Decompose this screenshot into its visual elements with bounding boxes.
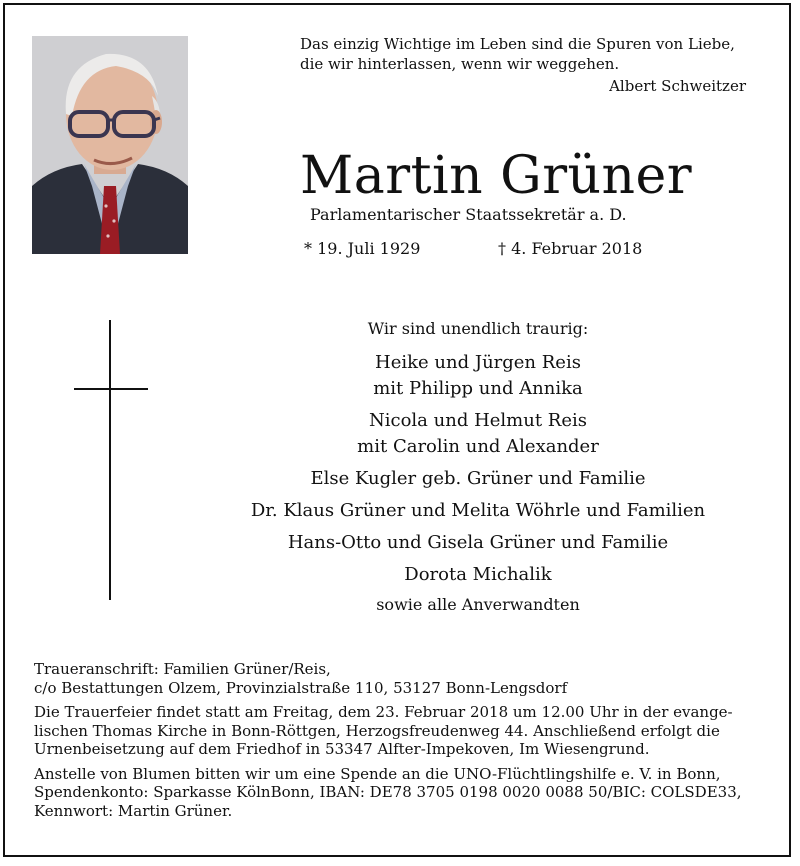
cross-icon	[109, 320, 111, 600]
deceased-title: Parlamentarischer Staatssekretär a. D.	[310, 205, 627, 224]
mourner-line: Dorota Michalik	[404, 564, 552, 585]
mourner-line: mit Carolin und Alexander	[357, 436, 599, 457]
donation-info	[34, 765, 754, 821]
quote-line: Das einzig Wichtige im Leben sind die Spuren von Liebe,	[300, 35, 735, 53]
portrait-illustration	[32, 36, 188, 254]
donation-line: Anstelle von Blumen bitten wir um eine Spende an die UNO-Flüchtlingshilfe e. V. in Bonn,	[34, 764, 721, 783]
death-date: † 4. Februar 2018	[498, 239, 643, 258]
mourner-line: Dr. Klaus Grüner und Melita Wöhrle und Familien	[250, 500, 706, 521]
mourners-list	[210, 316, 746, 618]
donation-line: Kennwort: Martin Grüner.	[34, 801, 233, 820]
address-line: Traueranschrift: Familien Grüner/Reis,	[34, 660, 331, 678]
ceremony-line: Urnenbeisetzung auf dem Friedhof in 53347 Alfter-Impekoven, Im Wiesengrund.	[34, 740, 650, 758]
quote-block	[300, 34, 750, 96]
mourner-line: Hans-Otto und Gisela Grüner und Familie	[287, 532, 669, 553]
ceremony-line: lischen Thomas Kirche in Bonn-Röttgen, Herzogsfreudenweg 44. Anschließend erfolgt die	[34, 721, 720, 740]
portrait-photo	[32, 36, 188, 254]
mourner-line: mit Philipp und Annika	[373, 378, 583, 399]
ceremony-line: Die Trauerfeier findet statt am Freitag, dem 23. Februar 2018 um 12.00 Uhr in der evange-	[34, 703, 733, 721]
footer-info	[34, 660, 754, 830]
quote-line: die wir hinterlassen, wenn wir weggehen.	[300, 55, 620, 73]
cross-icon-bar	[74, 388, 148, 390]
quote-author: Albert Schweitzer	[609, 77, 746, 95]
mourners-intro: Wir sind unendlich traurig:	[367, 319, 589, 338]
deceased-name: Martin Grüner	[300, 146, 693, 206]
ceremony-info	[34, 703, 754, 759]
mourner-line: Else Kugler geb. Grüner und Familie	[310, 468, 646, 489]
address-line: c/o Bestattungen Olzem, Provinzialstraße 110, 53127 Bonn-Lengsdorf	[34, 678, 568, 697]
mourners-closing: sowie alle Anverwandten	[376, 595, 580, 614]
mourner-line: Nicola und Helmut Reis	[369, 410, 587, 431]
mourner-line: Heike und Jürgen Reis	[375, 352, 581, 373]
mourning-address	[34, 660, 754, 697]
birth-date: * 19. Juli 1929	[304, 239, 421, 258]
donation-line: Spendenkonto: Sparkasse KölnBonn, IBAN: DE78 3705 0198 0020 0088 50/BIC: COLSDE33,	[34, 783, 742, 801]
